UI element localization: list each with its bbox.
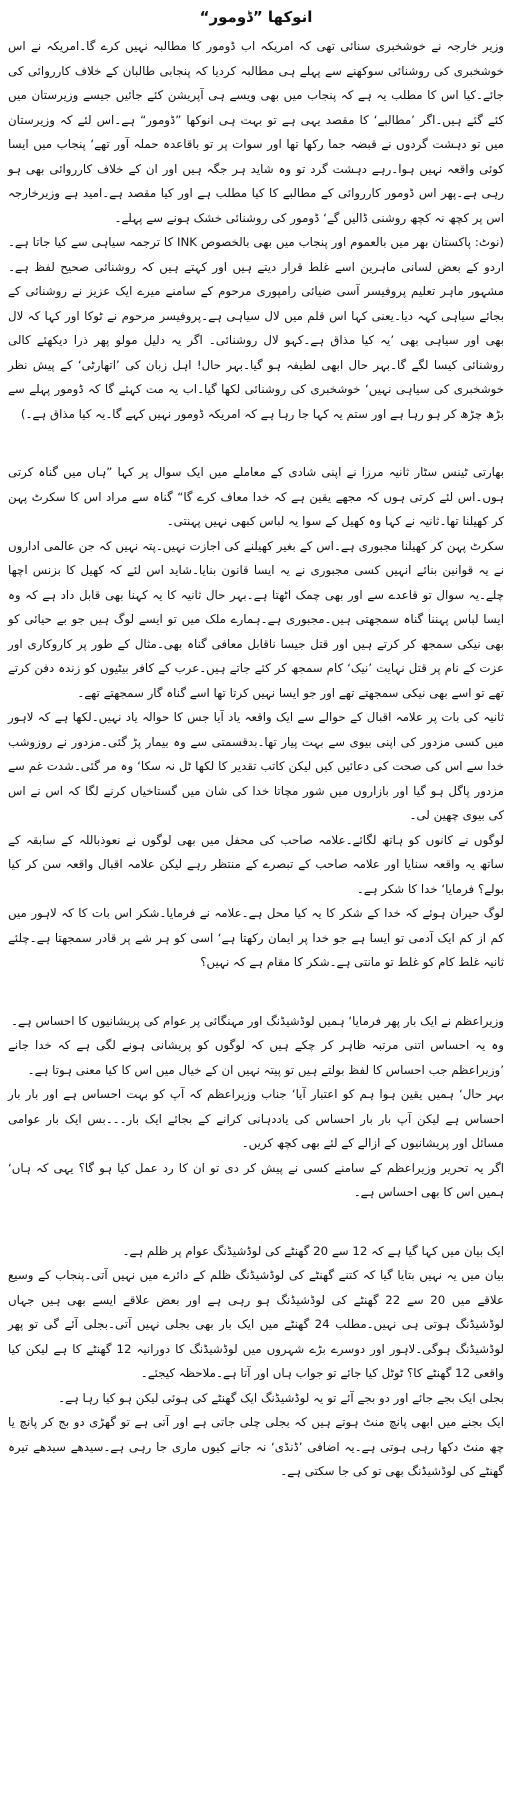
paragraph: لوگوں نے کانوں کو ہاتھ لگائے۔علامہ صاحب کی محفل میں بھی لوگوں نے نعوذباللہ کے سابقہ کے ساتھ یہ واقعہ سنایا اور علامہ صاحب کے تبصرے کے منتظر رہے لیکن علامہ اقبال واقعہ سن کر کیا بولے؟ فرمایا‘ خدا کا شکر ہے۔ [8,832,504,896]
section-divider [8,975,504,1005]
paragraph: وزیراعظم نے ایک بار پھر فرمایا‘ ہمیں لوڈشیڈنگ اور مہنگائی پر عوام کی پریشانیوں کا احساس ہے۔ [10,1013,504,1028]
paragraph: اگر یہ تحریر وزیراعظم کے سامنے کسی نے پیش کر دی تو ان کا رد عمل کیا ہو گا؟ یہی کہ ہاں‘ ہمیں اس کا بھی احساس ہے۔ [8,1160,504,1199]
section-prime-minister [8,1009,504,1205]
paragraph: بہر حال‘ ہمیں یقین ہوا ہم کو اعتبار آیا‘ جناب وزیراعظم کہ آپ کو بہت احساس ہے اور بار بار احساس ہے لیکن آپ بار بار احساس کی یاددہانی کرانے کے بجائے ایک بار۔۔۔بس ایک بار عوامی مسائل اور پریشانیوں کے ازالے کے لئے بھی کچھ کریں۔ [8,1087,504,1150]
paragraph: سکرٹ پہن کر کھیلنا مجبوری ہے۔اس کے بغیر کھیلنے کی اجازت نہیں۔پتہ نہیں کہ جن عالمی اداروں نے یہ قوانین بنائے انہیں کسی مجبوری نے یہ ایسا قانون بنایا۔شاید اس لئے کہ کھیل کا بزنس اچھا چلے۔یہ سوال تو قاعدے سے اور بھی چمک اٹھتا ہے۔بہر حال ثانیہ کا یہ کہنا بھی قابل داد ہے کہ وہ ایسا لباس پہننا گناہ سمجھتی ہیں۔مجبوری ہے۔ہمارے ملک میں تو ایسے لوگ ہیں جو بے حیائی کو بھی نیکی سمجھ کر کرتے ہیں اور قتل جیسا ناقابل معافی گناہ بھی۔مثال کے طور پر کاروکاری اور عزت کے نام پر قتل نہایت ’نیک‘ کام سمجھ کر کئے جاتے ہیں۔عرب کے کافر بیٹیوں کو زندہ دفن کرتے تھے تو اسے بھی نیکی سمجھتے تھے اور جو ایسا نہیں کرتا تھا اسے گناہ گار سمجھتے تھے۔ [8,538,504,700]
paragraph: وزیر خارجہ نے خوشخبری سنائی تھی کہ امریکہ اب ڈومور کا مطالبہ نہیں کرے گا۔امریکہ نے اس خوشخبری کی روشنائی سوکھنے سے پہلے ہی مطالبہ کردیا کہ پنجابی طالبان کے خلاف کارروائی کی جائے۔کیا اس کا مطلب یہ ہے کہ پنجاب میں بھی ویسے ہی آپریشن کئے جائیں جیسے وزیرستان میں کئے گئے ہیں۔اگر ’مطالبے‘ کا مقصد یہی ہے تو بہت ہی انوکھا ”ڈومور“ ہے۔اس لئے کہ وزیرستان میں تو دہشت گردوں نے قبضہ جما رکھا تھا اور سوات پر تو باقاعدہ حملہ آور تھے‘ پنجاب میں ایسا کوئی واقعہ نہیں ہوا۔رہے دہشت گرد تو وہ شاید ہر جگہ ہیں اور ان کے خلاف کارروائی بھی ہو رہی ہے۔پھر اس ڈومور کارروائی کے مطالبے کا کیا مطلب ہے اور کیا مقصد ہے۔امید ہے وزیرخارجہ اس پر کچھ نہ کچھ روشنی ڈالیں گے‘ ڈومور کی روشنائی خشک ہونے سے پہلے۔ [8,39,504,225]
column-title: انوکھا ”ڈومور“ [199,8,313,26]
section-loadshedding [8,1239,504,1484]
paragraph: ایک بجنے میں ابھی پانچ منٹ ہوتے ہیں کہ بجلی چلی جاتی ہے اور آتی ہے تو گھڑی دو بج کر پانچ یا چھ منٹ دکھا رہی ہوتی ہے۔یہ اضافی ’ڈنڈی‘ نہ جانے کیوں ماری جا رہی ہے۔سیدھے سیدھے تیرہ گھنٹے کی لوڈشیڈنگ بھی تو کی جا سکتی ہے۔ [8,1415,504,1478]
section-sania [8,460,504,975]
section-domore [8,34,504,426]
paragraph: وہ یہ احساس اتنی مرتبہ ظاہر کر چکے ہیں کہ لوگوں کو پریشانی ہونے لگی ہے کہ خدا جانے ’وزیراعظم جب احساس کا لفظ بولتے ہیں تو پیتہ نہیں ان کے خیال میں اس کا کیا معنی ہوتا ہے۔ [8,1038,504,1077]
section-divider [8,1205,504,1235]
paragraph: بیان میں یہ نہیں بتایا گیا کہ کتنے گھنٹے کی لوڈشیڈنگ ظلم کے دائرے میں نہیں آتی۔پنجاب کے وسیع علاقے میں 20 سے 22 گھنٹے کی لوڈشیڈنگ ہو رہی ہے اور بعض علاقے ایسے بھی ہیں جہاں لوڈشیڈنگ ہوتی ہی نہیں۔مطلب 24 گھنٹے میں ایک بار بھی بجلی نہیں آتی۔بجلی آئے گی تو پھر لوڈشیڈنگ ہوگی۔لاہور اور دوسرے بڑے شہروں میں لوڈشیڈنگ کا دورانیہ 12 گھنٹے کا ہے لیکن کیا واقعی 12 گھنٹے کا؟ ٹوٹل کیا جائے تو جواب ہاں اور آتا ہے۔ملاحظہ کیجئے۔ [8,1268,505,1380]
paragraph: ایک بیان میں کہا گیا ہے کہ 12 سے 20 گھنٹے کی لوڈشیڈنگ عوام پر ظلم ہے۔ [122,1243,504,1258]
paragraph: بھارتی ٹینس سٹار ثانیہ مرزا نے اپنی شادی کے معاملے میں ایک سوال پر کہا ”ہاں میں گناہ کرتی ہوں۔اس لئے کرتی ہوں کہ مجھے یقین ہے کہ خدا معاف کرے گا“ گناہ سے مراد اس کا سکرٹ پہن کر کھیلنا تھا۔ثانیہ نے کہا وہ کھیل کے سوا یہ لباس کبھی نہیں پہنتی۔ [8,465,504,528]
paragraph: بجلی ایک بجے جائے اور دو بجے آئے تو یہ لوڈشیڈنگ ایک گھنٹے کی ہوئی لیکن ہو کیا رہا ہے۔ [58,1390,504,1405]
paragraph: ثانیہ کی بات پر علامہ اقبال کے حوالے سے ایک واقعہ یاد آیا جس کا حوالہ یاد نہیں۔لکھا ہے کہ لاہور میں کسی مزدور کی اپنی بیوی سے بہت پیار تھا۔بدقسمتی سے وہ بیمار پڑ گئی۔مزدور نے روزوشب خدا سے اس کی صحت کی دعائیں کیں لیکن کاتب تقدیر کا لکھا ٹل نہ سکا‘ وہ مر گئی۔شدت غم سے مزدور پاگل ہو گیا اور بازاروں میں شور مچاتا خدا کی شان میں گستاخیاں کرنے لگا کہ اس نے اس کی بیوی چھین لی۔ [8,710,504,822]
paragraph: لوگ حیران ہوئے کہ خدا کے شکر کا یہ کیا محل ہے۔علامہ نے فرمایا۔شکر اس بات کا کہ لاہور میں کم از کم ایک آدمی تو ایسا ہے جو خدا پر ایمان رکھتا ہے‘ اسی کو ہر شے پر قادر سمجھتا ہے۔چلئے ثانیہ غلط کام کو غلط تو مانتی ہے۔شکر کا مقام ہے کہ نہیں؟ [8,906,504,969]
section-divider [8,426,504,456]
paragraph-note: (نوٹ: پاکستان بھر میں بالعموم اور پنجاب میں بھی بالخصوص INK کا ترجمہ سیاہی سے کیا جاتا ہے۔اردو کے بعض لسانی ماہرین اسے غلط قرار دیتے ہیں اور کہتے ہیں کہ روشنائی صحیح لفظ ہے۔مشہور ماہر تعلیم پروفیسر آسی ضیائی رامپوری مرحوم کے سامنے میرے ایک عزیز نے روشنائی کے بجائے سیاہی کہہ دیا۔یعنی کہا اس قلم میں لال سیاہی ہے۔پروفیسر مرحوم نے ٹوکا اور کہا کہ لال بھی اور سیاہی بھی ’یہ کیا مذاق ہے۔کہو لال روشنائی۔ اگر یہ دلیل مولو پھر ذرا دیکھئے کالی روشنائی کیسا لگے گا۔بہر حال ابھی لطیفہ ہو گیا۔بہر حال! اہل زبان کی ’اتھارٹی‘ کے پیش نظر خوشخبری کی سیاہی نہیں‘ خوشخبری کی روشنائی لکھا گیا۔اب یہ مت کہئے گا کہ ڈومور پہلے سے بڑھ چڑھ کر ہو رہا ہے اور ستم یہ کہا جا رہا ہے کہ امریکہ ڈومور نہیں کہے گا۔یہ کیا مذاق ہے۔) [8,235,504,421]
